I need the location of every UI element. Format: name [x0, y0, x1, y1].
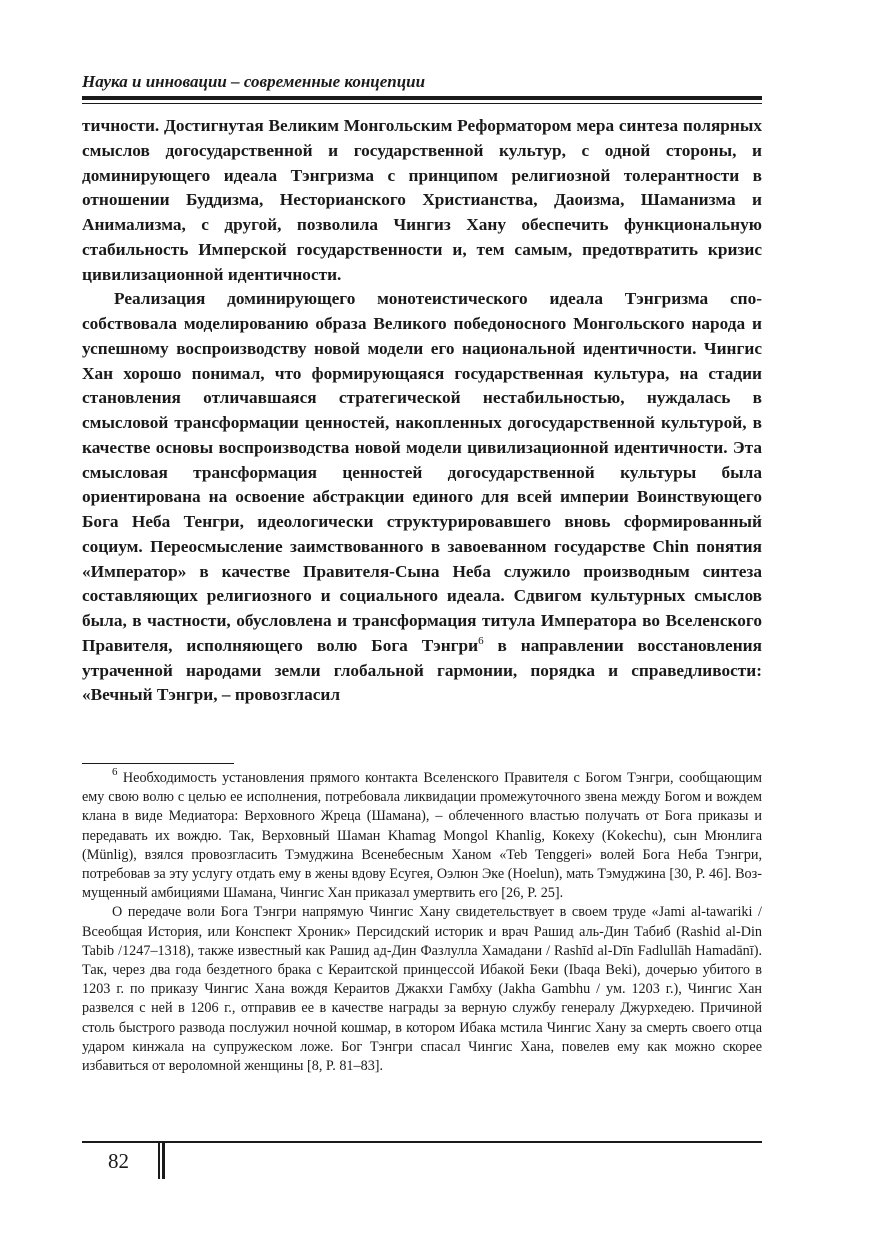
main-text	[82, 114, 762, 708]
footer-bar-thin	[158, 1143, 160, 1179]
page-number: 82	[108, 1149, 129, 1173]
header-rule-thick	[82, 96, 762, 100]
footnote-ref-6[interactable]: 6	[478, 634, 484, 647]
header-rule-thin	[82, 103, 762, 104]
footnote-6-continued	[82, 903, 762, 1076]
footnote-marker: 6	[112, 766, 118, 778]
footnote-separator	[82, 763, 234, 764]
footnotes	[82, 766, 762, 1076]
footnote-6	[82, 766, 762, 903]
footer-bar-thick	[162, 1143, 165, 1179]
paragraph-2-text: Реализация доминирующего монотеистического идеала Тэнгризма способствовала моделированию образа Великого победоносного Монгольского народа и успешному воспроизводству новой модели его национальной идентичности. Чингис Хан хорошо понимал, что формирующаяся государственная культура, на стадии становления отличавшаяся стратегической нестабильностью, нуждалась в смысловой трансформации ценностей, накопленных догосударственной культурой, в качестве основы воспроизводства новой модели цивилизационной идентичности. Эта смысловая трансформация ценностей догосударственной культуры была ориентирована на освоение абстракции единого для всей империи Воинствующего Бога Неба Тенгри, идеологически структурировавшего вновь сформированный социум. Переосмысление заимствованного в завоеванном государстве Chin понятия «Император» в качестве Правителя-Сына Неба служило производным синтеза составляющих религиозного и социального идеала. Сдвигом культурных смыслов была, в частности, обусловлена и трансформация титула Императора во Вселенского Правителя, исполняющего волю Бога Тэнгри	[82, 289, 762, 655]
footnote-6-continued-text: О передаче воли Бога Тэнгри напрямую Чингис Хану свидетельствует в своем труде «Jami al-tawariki / Всеобщая История, или Конспект Хроник» Персидский историк и врач Рашид аль-Дин Табиб (Rashid al-Din Tabib /1247–1318), также известный как Рашид ад-Дин Фазлулла Хамадани / Rashīd al-Dīn Fadlullāh Hamadānī). Так, через два года бездетного брака с Кераитской принцессой Ибакой Беки (Ibaqa Beki), дочерью убитого в 1203 г. по приказу Чингис Хана вождя Кераитов Джакхи Гамбху (Jakha Gambhu / ум. 1203 г.), Чингис Хан развелся с ней в 1206 г., отправив ее в качестве награды за верную службу генералу Джурхедею. Причиной столь быстрого развода послужил ночной кошмар, в котором Ибака мстила Чингис Хану за смерть своего отца ударом кинжала на супружеском ложе. Бог Тэнгри спасал Чингис Хана, повелев ему как можно скорее избавиться от вероломной женщины [8, P. 81–83].	[82, 904, 762, 1075]
paragraph-2	[82, 287, 762, 708]
footer-rule	[82, 1141, 762, 1143]
paragraph-2-end: в направлении восстановления утраченной народами земли глобальной гармонии, порядка и справедливости: «Вечный Тэнгри, – провозгласил	[82, 635, 762, 705]
paragraph-1	[82, 114, 762, 287]
paragraph-1-text: тичности. Достигнутая Великим Монгольским Реформатором мера синтеза полярных смыслов догосударственной и государственной культур, с одной стороны, и доминирующего идеала Тэнгризма с принципом религиозной толерантности в отношении Буддизма, Несторианского Христианства, Даоизма, Шаманизма и Анимализма, с другой, позволила Чингиз Хану обеспечить функциональную стабильность Имперской государственности и, тем самым, предотвратить кризис цивилизационной идентичности.	[82, 116, 762, 284]
footnote-6-text: Необходимость установления прямого контакта Вселенского Правителя с Богом Тэнгри, сообщающим ему свою волю с целью ее исполнения, потребовала ликвидации промежуточного звена между Богом и вождем клана в виде Медиатора: Верховного Жреца (Шамана), – облеченного властью получать от Бога приказы и передавать их вождю. Так, Верховный Шаман Khamag Mongol Khanlig, Кокеху (Kokechu), сын Мюнлига (Münlig), взялся провозгласить Тэмуджина Всенебесным Ханом «Teb Tenggeri» волей Бога Неба Тэнгри, потребовав за эту услугу отдать ему в жены вдову Есугея, Оэлюн Эке (Hoelun), мать Тэмуджина [30, P. 46]. Возмущенный амбициями Шамана, Чингис Хан приказал умертвить его [26, P. 25].	[82, 770, 762, 902]
running-header: Наука и инновации – современные концепции	[82, 72, 426, 91]
